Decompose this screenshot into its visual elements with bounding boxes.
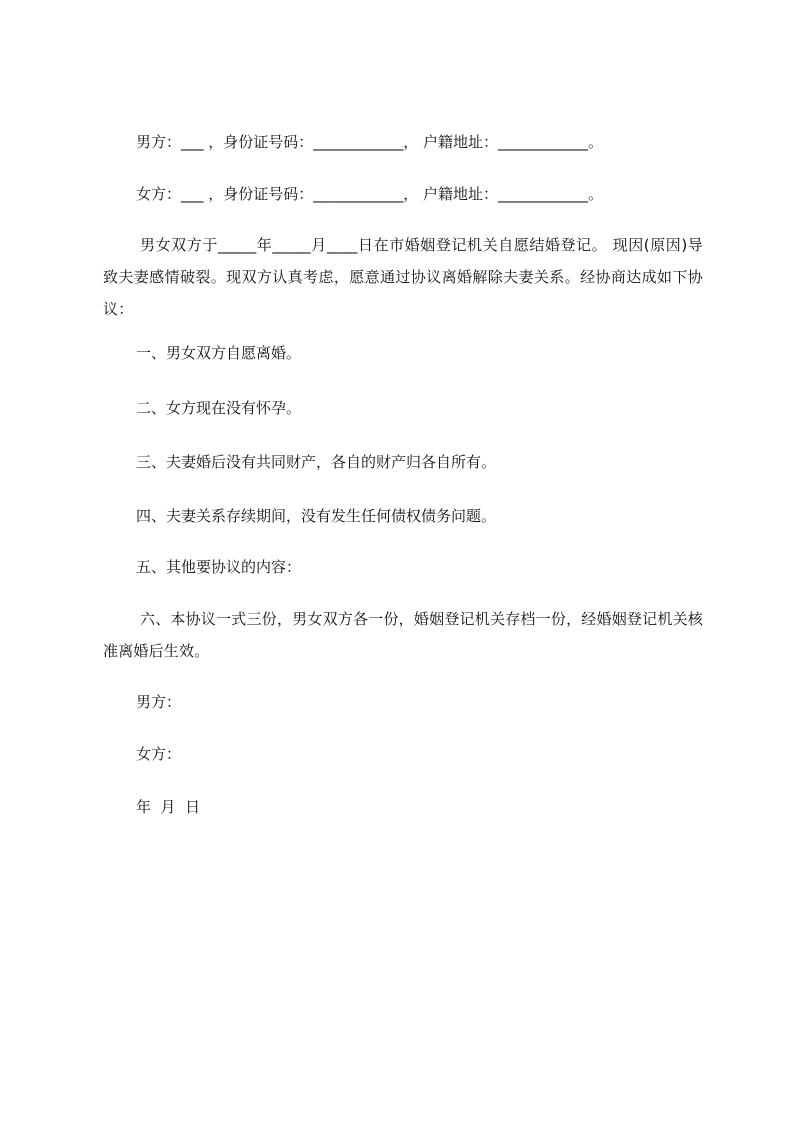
signature-date: 年 月 日 (136, 798, 201, 816)
clause-5: 五、其他要协议的内容： (136, 558, 302, 576)
clause-3: 三、夫妻婚后没有共同财产，各自的财产归各自所有。 (136, 453, 497, 471)
female-info-line: 女方：___ ，身份证号码：____________， 户籍地址：____________。 (136, 185, 604, 203)
clause-4: 四、夫妻关系存续期间，没有发生任何债权债务问题。 (136, 507, 497, 525)
clause-6: 六、本协议一式三份，男女双方各一份，婚姻登记机关存档一份，经婚姻登记机关核准离婚后生效。 (103, 610, 703, 660)
male-info-line: 男方：___ ，身份证号码：____________， 户籍地址：____________。 (136, 133, 604, 151)
intro-paragraph: 男女双方于_____年_____月____日在市婚姻登记机关自愿结婚登记。 现因(原因)导致夫妻感情破裂。现双方认真考虑，愿意通过协议离婚解除夫妻关系。经协商达成如下协议： (103, 236, 703, 318)
clause-2: 二、女方现在没有怀孕。 (136, 399, 302, 417)
clause-1: 一、男女双方自愿离婚。 (136, 344, 302, 362)
signature-female: 女方： (136, 745, 182, 763)
signature-male: 男方： (136, 693, 182, 711)
